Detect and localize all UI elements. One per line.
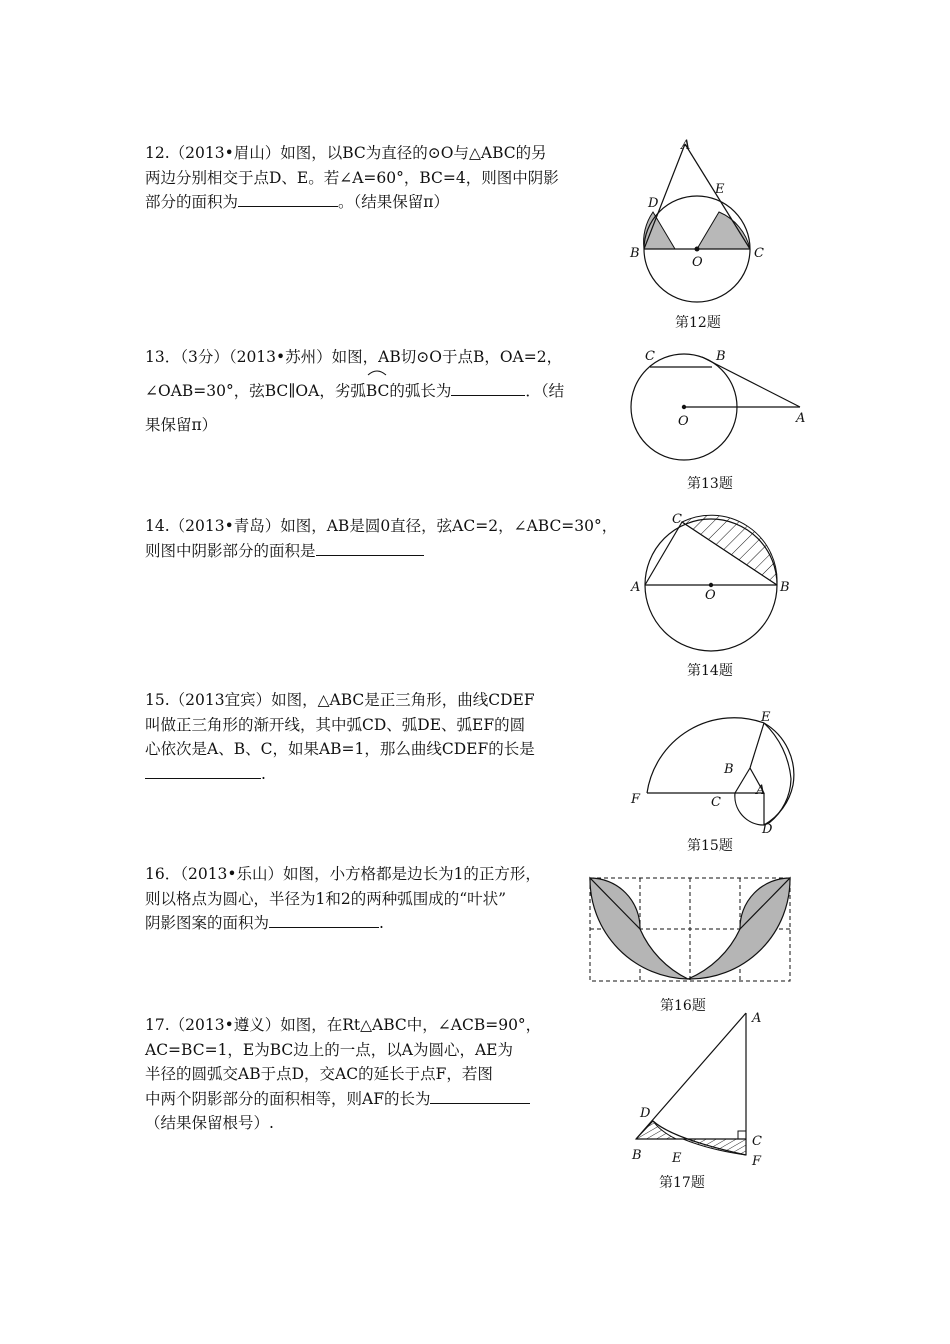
q13-line-2: ∠OAB=30°，弦BC∥OA，劣弧 <box>145 382 366 400</box>
label-A: A <box>756 783 766 798</box>
label-B: B <box>632 1148 642 1163</box>
q12-line-3: 部分的面积为 <box>145 193 239 211</box>
q14-line-1: 14.（2013•青岛）如图，AB是圆0直径，弦AC=2，∠ABC=30°， <box>145 517 618 535</box>
answer-blank[interactable] <box>316 540 424 556</box>
q12-line-3b: 。（结果保留π） <box>338 193 449 211</box>
q14-line-2: 则图中阴影部分的面积是 <box>145 541 316 560</box>
caption-15: 第15题 <box>687 838 733 854</box>
question-14 <box>145 514 618 563</box>
label-D: D <box>640 1106 651 1121</box>
label-F: F <box>631 792 641 807</box>
label-A: A <box>752 1011 762 1026</box>
figure-17 <box>628 1005 778 1175</box>
q13-arc-BC: BC <box>365 382 390 400</box>
label-E: E <box>672 1151 682 1166</box>
figure-14 <box>625 508 800 658</box>
q17-line-1: 17.（2013•遵义）如图，在Rt△ABC中，∠ACB=90°， <box>145 1016 542 1034</box>
question-16 <box>145 862 595 936</box>
q13-line-1: 13．（3分）（2013•苏州）如图，AB切⊙O于点B，OA=2， <box>145 348 563 366</box>
q13-line-2b: 的弧长为 <box>389 382 452 400</box>
label-O: O <box>678 414 689 429</box>
caption-17: 第17题 <box>659 1175 705 1191</box>
figure-13 <box>622 345 822 470</box>
q16-line-3b: . <box>379 914 384 932</box>
label-C: C <box>754 246 764 261</box>
q16-line-3: 阴影图案的面积为 <box>145 914 270 932</box>
figure-12 <box>622 132 772 312</box>
question-15 <box>145 688 595 786</box>
question-17 <box>145 1013 595 1136</box>
q15-line-1: 15.（2013宜宾）如图，△ABC是正三角形，曲线CDEF <box>145 691 535 709</box>
question-13 <box>145 340 595 442</box>
q15-line-3: 心依次是A、B、C，如果AB=1，那么曲线CDEF的长是 <box>145 740 535 758</box>
figure-16 <box>588 873 793 985</box>
q17-line-2: AC=BC=1，E为BC边上的一点，以A为圆心，AE为 <box>145 1040 513 1059</box>
q12-line-2: 两边分别相交于点D、E。若∠A=60°，BC=4，则图中阴影 <box>145 168 559 187</box>
label-C: C <box>672 512 682 527</box>
caption-12: 第12题 <box>675 315 721 331</box>
q15-line-2: 叫做正三角形的渐开线，其中弧CD、弧DE、弧EF的圆 <box>145 715 526 734</box>
label-O: O <box>692 255 703 270</box>
label-C: C <box>645 349 655 364</box>
label-C: C <box>752 1134 762 1149</box>
label-F: F <box>752 1154 762 1169</box>
label-B: B <box>630 246 640 261</box>
label-D: D <box>648 196 659 211</box>
label-E: E <box>761 710 771 725</box>
label-B: B <box>780 580 790 595</box>
q13-line-3: 果保留π） <box>145 416 218 434</box>
q16-line-1: 16．（2013•乐山）如图，小方格都是边长为1的正方形， <box>145 865 541 883</box>
answer-blank[interactable] <box>269 912 379 928</box>
label-C: C <box>711 795 721 810</box>
q12-line-1: 12.（2013•眉山）如图，以BC为直径的⊙O与△ABC的另 <box>145 144 547 162</box>
answer-blank[interactable] <box>430 1088 530 1104</box>
q17-line-4: 中两个阴影部分的面积相等，则AF的长为 <box>145 1089 431 1108</box>
q16-line-2: 则以格点为圆心，半径为1和2的两种弧围成的“叶状” <box>145 889 507 908</box>
label-O: O <box>705 588 716 603</box>
label-E: E <box>715 182 725 197</box>
q17-line-5: （结果保留根号）. <box>145 1114 274 1132</box>
label-B: B <box>724 762 734 777</box>
label-B: B <box>716 349 726 364</box>
label-A: A <box>796 411 806 426</box>
q17-line-3: 半径的圆弧交AB于点D，交AC的延长于点F，若图 <box>145 1065 493 1083</box>
q15-line-4: . <box>261 764 266 783</box>
answer-blank[interactable] <box>145 763 261 779</box>
answer-blank[interactable] <box>451 380 525 396</box>
caption-16: 第16题 <box>660 998 706 1014</box>
answer-blank[interactable] <box>238 191 338 207</box>
question-12 <box>145 141 595 215</box>
q13-line-2c: ．（结 <box>525 382 565 400</box>
caption-14: 第14题 <box>687 663 733 679</box>
caption-13: 第13题 <box>687 476 733 492</box>
label-A: A <box>681 138 691 153</box>
label-D: D <box>762 822 773 837</box>
label-A: A <box>631 580 641 595</box>
figure-15 <box>625 705 815 840</box>
